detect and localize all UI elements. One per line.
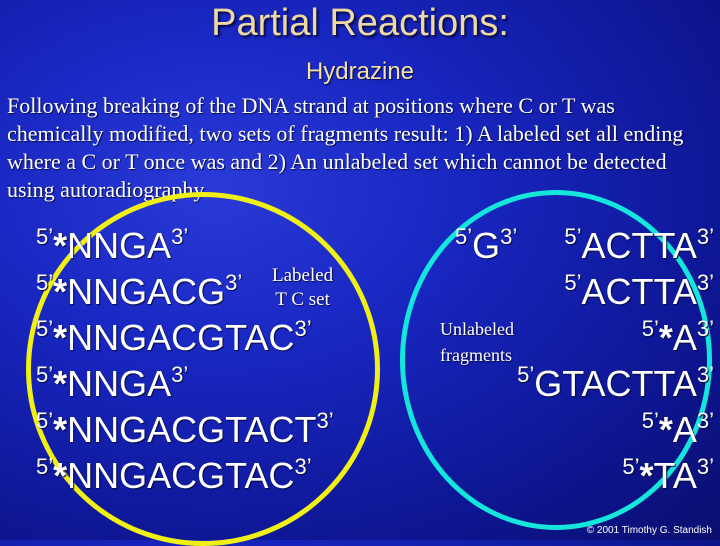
unlabeled-fragment: 5’ACTTA3’: [564, 270, 714, 312]
labeled-fragment: 5’*NNGACG3’: [36, 270, 243, 312]
labeled-fragment: 5’*NNGA3’: [36, 362, 189, 404]
slide-subtitle: Hydrazine: [305, 58, 415, 85]
unlabeled-fragments-label: [440, 316, 514, 368]
labeled-set-label-line1: Labeled: [272, 265, 334, 286]
slide-title: Partial Reactions:: [211, 2, 509, 44]
unlabeled-fragment: 5’*TA3’: [622, 454, 714, 496]
labeled-set-label: [272, 264, 333, 312]
labeled-fragment: 5’*NNGACGTAC3’: [36, 454, 312, 496]
labeled-fragment: 5’*NNGACGTACT3’: [36, 408, 334, 450]
unlabeled-fragment: 5’G3’: [455, 224, 518, 266]
labeled-fragment: 5’*NNGA3’: [36, 224, 189, 266]
description-paragraph: Following breaking of the DNA strand at positions where C or T was chemically modified, two sets of fragments result: 1) A labeled set all ending where a C or T once was and 2) An unlabeled set which cannot be detected using autoradiography: [7, 93, 684, 202]
unlabeled-fragment: 5’*A3’: [641, 408, 714, 450]
unlabeled-fragment: 5’ACTTA3’: [564, 224, 714, 266]
unlabeled-label-line2: fragments: [440, 345, 512, 365]
labeled-set-label-line2: T C set: [275, 289, 330, 310]
unlabeled-fragment: 5’*A3’: [641, 316, 714, 358]
unlabeled-fragment: 5’GTACTTA3’: [517, 362, 714, 404]
labeled-fragment: 5’*NNGACGTAC3’: [36, 316, 312, 358]
copyright-notice: © 2001 Timothy G. Standish: [586, 525, 712, 536]
unlabeled-label-line1: Unlabeled: [440, 319, 514, 339]
